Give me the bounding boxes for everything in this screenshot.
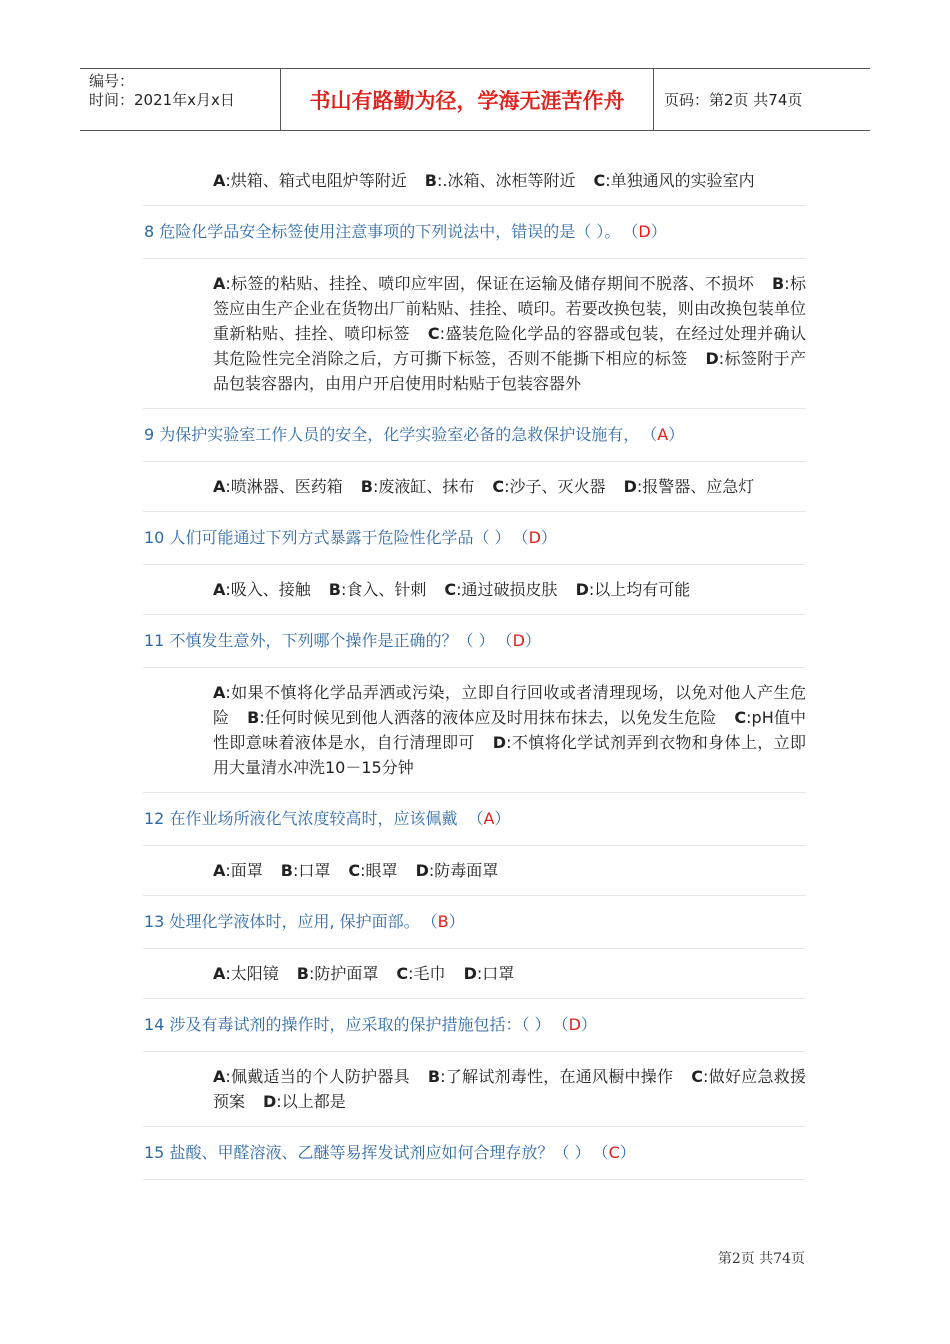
option-letter: C — [734, 708, 747, 727]
question-stem — [143, 409, 806, 462]
option-d — [576, 580, 691, 599]
answer-options — [143, 1052, 806, 1127]
answer-letter: B — [437, 912, 449, 931]
page-footer: 第2页 共74页 — [717, 1251, 805, 1267]
option-letter: A — [213, 861, 226, 880]
option-text: :烘箱、箱式电阻炉等附近 — [225, 171, 407, 190]
option-letter: D — [492, 733, 507, 752]
answer-key: （D） — [560, 1015, 597, 1034]
option-text: :标签的粘贴、挂拴、喷印应牢固，保证在运输及储存期间不脱落、不损坏 — [225, 274, 755, 293]
option-b — [425, 171, 576, 190]
option-text: :太阳镜 — [225, 964, 279, 983]
option-b — [247, 708, 716, 727]
answer-letter: A — [483, 809, 495, 828]
answer-options — [143, 949, 806, 999]
answer-letter: D — [528, 528, 541, 547]
option-letter: D — [415, 861, 429, 880]
option-text: :废液缸、抹布 — [373, 477, 475, 496]
option-letter: A — [213, 683, 226, 702]
answer-letter: D — [568, 1015, 581, 1034]
option-text: :眼罩 — [360, 861, 398, 880]
option-text: :做好应急救援预案 — [213, 1067, 806, 1111]
option-letter: B — [772, 274, 785, 293]
option-text: :喷淋器、医药箱 — [225, 477, 343, 496]
answer-letter: A — [657, 425, 669, 444]
option-text: :佩戴适当的个人防护器具 — [225, 1067, 410, 1086]
question-text: 14 涉及有毒试剂的操作时，应采取的保护措施包括：（ ） — [144, 1015, 551, 1034]
option-text: :防护面罩 — [309, 964, 379, 983]
answer-options — [143, 846, 806, 896]
answer-options — [143, 668, 806, 793]
option-c — [348, 861, 397, 880]
option-text: :通过破损皮肤 — [456, 580, 558, 599]
option-b — [297, 964, 379, 983]
option-b — [361, 477, 475, 496]
answer-options — [143, 156, 806, 206]
option-letter: D — [705, 349, 719, 368]
option-d — [263, 1092, 346, 1111]
option-letter: A — [213, 964, 226, 983]
question-stem — [143, 615, 806, 668]
header-motto: 书山有路勤为径，学海无涯苦作舟 — [281, 69, 654, 130]
question-stem — [143, 206, 806, 259]
option-letter: B — [427, 1067, 441, 1086]
question-stem — [143, 793, 806, 846]
document-number-label: 编号： — [89, 72, 135, 90]
option-letter: B — [280, 861, 293, 880]
answer-key: （C） — [600, 1143, 636, 1162]
answer-key: （A） — [467, 809, 511, 828]
option-letter: A — [213, 1067, 226, 1086]
option-letter: D — [463, 964, 477, 983]
question-list — [143, 156, 806, 1180]
question-text: 15 盐酸、甲醛溶液、乙醚等易挥发试剂应如何合理存放？（ ） — [144, 1143, 591, 1162]
option-letter: D — [575, 580, 589, 599]
option-text: :以上都是 — [276, 1092, 346, 1111]
option-text: :单独通风的实验室内 — [605, 171, 755, 190]
option-a — [213, 274, 754, 293]
option-text: :口罩 — [293, 861, 331, 880]
option-d — [624, 477, 755, 496]
option-letter: A — [213, 580, 226, 599]
option-letter: A — [213, 171, 226, 190]
answer-key: （D） — [504, 631, 541, 650]
answer-letter: C — [608, 1143, 620, 1162]
answer-key: （B） — [429, 912, 465, 931]
option-letter: B — [328, 580, 341, 599]
answer-key: （A） — [649, 425, 685, 444]
option-letter: B — [247, 708, 260, 727]
option-letter: C — [444, 580, 457, 599]
option-letter: C — [348, 861, 361, 880]
question-stem — [143, 999, 806, 1052]
option-text: :吸入、接触 — [225, 580, 311, 599]
option-text: :标签应由生产企业在货物出厂前粘贴、挂拴、喷印。若要改换包装，则由改换包装单位重新粘贴、挂拴、喷印标签 — [213, 274, 806, 343]
option-text: :了解试剂毒性，在通风橱中操作 — [440, 1067, 674, 1086]
option-c — [444, 580, 557, 599]
answer-letter: D — [512, 631, 525, 650]
option-text: :不慎将化学试剂弄到衣物和身体上，立即用大量清水冲洗10－15分钟 — [213, 733, 806, 777]
option-letter: B — [360, 477, 373, 496]
option-b — [281, 861, 331, 880]
option-text: :以上均有可能 — [588, 580, 691, 599]
option-letter: C — [396, 964, 409, 983]
option-letter: C — [691, 1067, 704, 1086]
option-a — [213, 1067, 410, 1086]
header-meta — [80, 69, 281, 130]
option-letter: C — [492, 477, 505, 496]
option-text: :防毒面罩 — [428, 861, 499, 880]
option-d — [416, 861, 499, 880]
option-text: :pH值中性即意味着液体是水，自行清理即可 — [213, 708, 806, 752]
option-letter: C — [427, 324, 440, 343]
question-stem — [143, 512, 806, 565]
answer-options — [143, 565, 806, 615]
question-text: 13 处理化学液体时，应用, 保护面部。 — [144, 912, 420, 931]
question-text: 12 在作业场所液化气浓度较高时，应该佩戴 — [144, 809, 458, 828]
option-text: :标签附于产品包装容器内，由用户开启使用时粘贴于包装容器外 — [213, 349, 806, 393]
option-letter: D — [263, 1092, 277, 1111]
page-header — [80, 68, 870, 131]
option-text: :口罩 — [476, 964, 515, 983]
question-text: 10 人们可能通过下列方式暴露于危险性化学品（ ） — [144, 528, 511, 547]
option-a — [213, 964, 279, 983]
option-letter: C — [593, 171, 606, 190]
option-text: :.冰箱、冰柜等附近 — [437, 171, 576, 190]
document-time-label: 时间：2021年x月x日 — [89, 91, 235, 109]
option-c — [492, 477, 605, 496]
question-text: 11 不慎发生意外，下列哪个操作是正确的？（ ） — [144, 631, 495, 650]
option-letter: B — [424, 171, 437, 190]
question-text: 8 危险化学品安全标签使用注意事项的下列说法中，错误的是（ ）。 — [144, 222, 621, 241]
option-text: :任何时候见到他人洒落的液体应及时用抹布抹去，以免发生危险 — [259, 708, 717, 727]
option-text: :毛巾 — [408, 964, 446, 983]
question-stem — [143, 1127, 806, 1180]
option-b — [428, 1067, 673, 1086]
option-b — [329, 580, 427, 599]
option-text: :盛装危险化学品的容器或包装，在经过处理并确认其危险性完全消除之后，方可撕下标签，否则不能撕下相应的标签 — [213, 324, 806, 368]
question-text: 9 为保护实验室工作人员的安全，化学实验室必备的急救保护设施有， — [144, 425, 640, 444]
answer-options — [143, 462, 806, 512]
option-a — [213, 477, 343, 496]
option-letter: A — [213, 274, 226, 293]
question-stem — [143, 896, 806, 949]
answer-key: （D） — [520, 528, 557, 547]
option-text: :沙子、灭火器 — [504, 477, 606, 496]
option-letter: D — [623, 477, 637, 496]
option-text: :面罩 — [225, 861, 263, 880]
option-letter: B — [296, 964, 309, 983]
option-letter: A — [213, 477, 226, 496]
option-a — [213, 171, 407, 190]
answer-letter: D — [638, 222, 651, 241]
option-text: :食入、针刺 — [341, 580, 427, 599]
header-page-info: 页码：第2页 共74页 — [664, 91, 803, 109]
option-text: :报警器、应急灯 — [636, 477, 755, 496]
answer-options — [143, 259, 806, 409]
option-d — [464, 964, 515, 983]
option-c — [396, 964, 445, 983]
option-text: :如果不慎将化学品弄洒或污染，立即自行回收或者清理现场，以免对他人产生危险 — [213, 683, 806, 727]
option-c — [593, 171, 754, 190]
answer-key: （D） — [630, 222, 667, 241]
option-a — [213, 580, 311, 599]
option-a — [213, 861, 263, 880]
